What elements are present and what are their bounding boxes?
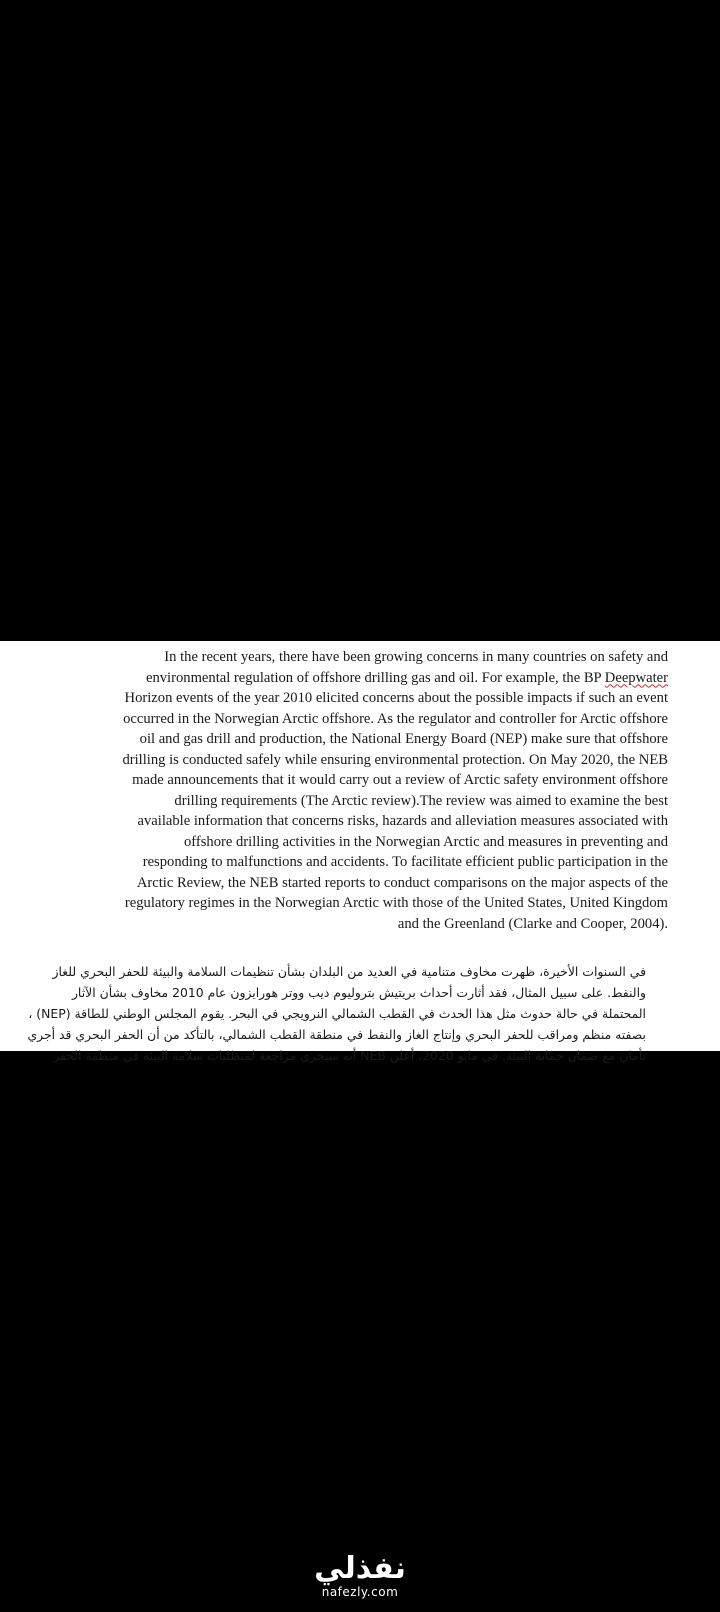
paragraph-line: drilling requirements (The Arctic review).The review was aimed to examine the best	[174, 792, 668, 809]
paragraph-line: drilling is conducted safely while ensuring environmental protection. On May 2020, the NEB	[122, 751, 668, 768]
paragraph-line: occurred in the Norwegian Arctic offshore. As the regulator and controller for Arctic offshore	[123, 710, 668, 727]
paragraph-line: offshore drilling activities in the Norwegian Arctic and measures in preventing and	[183, 833, 668, 850]
document-page	[0, 641, 720, 1063]
paragraph-line: made announcements that it would carry out a review of Arctic safety environment offshore	[132, 772, 668, 788]
paragraph-line: regulatory regimes in the Norwegian Arctic with those of the United States, United Kingdom	[124, 895, 668, 911]
watermark-arabic-text: نفذلي	[314, 1551, 406, 1586]
arabic-line: في السنوات الأخيرة، ظهرت مخاوف متنامية في العديد من البلدان بشأن تنظيمات السلامة والبيئة للحفر البحري للغاز	[52, 964, 646, 979]
paragraph-line-text: environmental regulation of offshore drilling gas and oil. For example, the BP	[145, 669, 605, 686]
english-paragraph	[60, 647, 668, 934]
arabic-line: والنفط. على سبيل المثال، فقد أثارت أحداث بريتيش بتروليوم ديب ووتر هورايزون عام 2010 مخاوف بشأن الآثار	[71, 985, 646, 1000]
nafezly-watermark-logo	[0, 1553, 720, 1599]
paragraph-line: Arctic Review, the NEB started reports to conduct comparisons on the major aspects of the	[136, 874, 668, 891]
arabic-paragraph	[27, 961, 646, 1066]
watermark-latin-text: nafezly.com	[321, 1585, 399, 1599]
paragraph-line: available information that concerns risks, hazards and alleviation measures associated with	[137, 813, 668, 829]
paragraph-line: and the Greenland (Clarke and Cooper, 2004).	[397, 915, 668, 932]
arabic-line: المحتملة في حالة حدوث مثل هذا الحدث في القطب الشمالي النرويجي في البحر. يقوم المجلس الوطني للطاقة (NEP) ،	[28, 1006, 646, 1021]
arabic-line: بصفته منظم ومراقب للحفر البحري وإنتاج الغاز والنفط في منطقة القطب الشمالي، بالتأكد من أن الحفر البحري قد أجري	[27, 1027, 646, 1042]
paragraph-line: Horizon events of the year 2010 elicited concerns about the possible impacts if such an event	[124, 690, 668, 706]
paragraph-line: In the recent years, there have been growing concerns in many countries on safety and	[164, 649, 668, 665]
paragraph-line: oil and gas drill and production, the National Energy Board (NEP) make sure that offshore	[139, 731, 668, 747]
arabic-line: بأمان مع ضمان حماية البيئة. في مايو 2020، أعلن NEB أنه سيجري مراجعة لمتطلبات سلامة البيئة في منطقة الحفر	[53, 1048, 646, 1063]
paragraph-line: responding to malfunctions and accidents. To facilitate efficient public participation in the	[142, 854, 668, 870]
paragraph-line	[60, 668, 668, 689]
spellcheck-flagged-word[interactable]: Deepwater	[604, 669, 668, 686]
